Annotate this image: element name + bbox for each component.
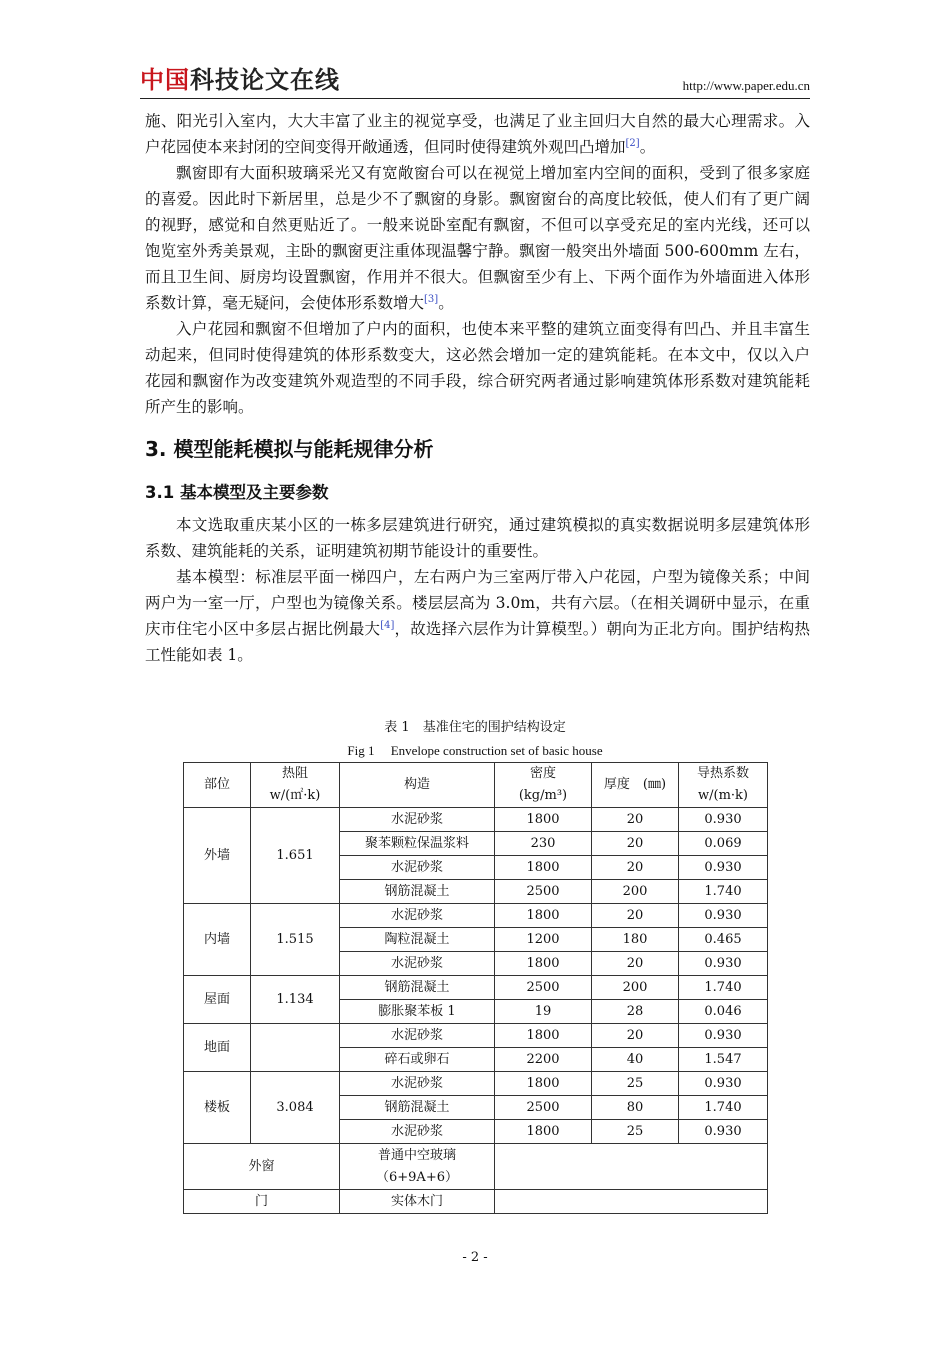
cell-density: 1800: [495, 808, 592, 832]
header-density: 密度 (kg/m³): [495, 763, 592, 808]
cell-part: 内墙: [184, 904, 251, 976]
cell-construction: 钢筋混凝土: [340, 880, 495, 904]
subsection-heading-3-1: 3.1 基本模型及主要参数: [145, 483, 329, 502]
cell-thickness: 200: [592, 976, 679, 1000]
paragraph-3: 入户花园和飘窗不但增加了户内的面积，也使本来平整的建筑立面变得有凹凸、并且丰富生动起来，但同时使得建筑的体形系数变大，这必然会增加一定的建筑能耗。在本文中，仅以入户花园和飘窗作为改变建筑外观造型的不同手段，综合研究两者通过影响建筑体形系数对建筑能耗所产生的影响。: [145, 320, 810, 416]
cell-resistance: 1.134: [251, 976, 340, 1024]
cell-construction: 聚苯颗粒保温浆料: [340, 832, 495, 856]
cell-resistance: 3.084: [251, 1072, 340, 1144]
table-row: [184, 808, 768, 832]
cell-construction: 普通中空玻璃 （6+9A+6）: [340, 1144, 495, 1190]
cell-construction: 钢筋混凝土: [340, 976, 495, 1000]
table-row-window: [184, 1144, 768, 1190]
cell-thickness: 20: [592, 832, 679, 856]
cell-thickness: 20: [592, 904, 679, 928]
cell-density: 2500: [495, 1096, 592, 1120]
cell-resistance: 1.651: [251, 808, 340, 904]
cell-density: 1800: [495, 1120, 592, 1144]
cell-resistance: [251, 1024, 340, 1072]
cell-density: 2200: [495, 1048, 592, 1072]
cell-conductivity: 1.547: [679, 1048, 768, 1072]
header-construction: 构造: [340, 763, 495, 808]
cell-conductivity: 0.930: [679, 1024, 768, 1048]
cell-conductivity: 0.930: [679, 1120, 768, 1144]
header-rule: [140, 98, 810, 99]
citation-3[interactable]: [3]: [424, 294, 439, 305]
cell-part: 门: [184, 1190, 340, 1214]
cell-density: 1800: [495, 1024, 592, 1048]
cell-thickness: 20: [592, 808, 679, 832]
cell-construction: 陶粒混凝土: [340, 928, 495, 952]
cell-thickness: 180: [592, 928, 679, 952]
cell-density: 230: [495, 832, 592, 856]
cell-construction: 水泥砂浆: [340, 1024, 495, 1048]
table-row: [184, 904, 768, 928]
cell-part: 楼板: [184, 1072, 251, 1144]
table-row: [184, 976, 768, 1000]
cell-part: 外墙: [184, 808, 251, 904]
cell-thickness: 80: [592, 1096, 679, 1120]
section-heading-3: 3. 模型能耗模拟与能耗规律分析: [145, 437, 434, 461]
cell-part: 外窗: [184, 1144, 340, 1190]
cell-thickness: 20: [592, 856, 679, 880]
table-caption-en: Fig 1 Envelope construction set of basic house: [347, 743, 603, 758]
cell-construction: 水泥砂浆: [340, 952, 495, 976]
page-number: - 2 -: [462, 1250, 488, 1265]
cell-conductivity: 0.069: [679, 832, 768, 856]
cell-density: 1800: [495, 856, 592, 880]
cell-conductivity: 1.740: [679, 1096, 768, 1120]
cell-density: 2500: [495, 976, 592, 1000]
table-row-door: [184, 1190, 768, 1214]
cell-construction: 水泥砂浆: [340, 1120, 495, 1144]
cell-conductivity: 0.930: [679, 1072, 768, 1096]
header-thickness: 厚度 (㎜): [592, 763, 679, 808]
cell-density: 1800: [495, 1072, 592, 1096]
cell-empty: [495, 1144, 768, 1190]
cell-construction: 水泥砂浆: [340, 904, 495, 928]
paragraph-4: 本文选取重庆某小区的一栋多层建筑进行研究，通过建筑模拟的真实数据说明多层建筑体形系数、建筑能耗的关系，证明建筑初期节能设计的重要性。: [145, 516, 810, 560]
cell-thickness: 40: [592, 1048, 679, 1072]
cell-construction: 水泥砂浆: [340, 1072, 495, 1096]
cell-construction: 实体木门: [340, 1190, 495, 1214]
cell-thickness: 28: [592, 1000, 679, 1024]
cell-thickness: 20: [592, 1024, 679, 1048]
cell-construction: 水泥砂浆: [340, 808, 495, 832]
cell-conductivity: 0.930: [679, 952, 768, 976]
cell-conductivity: 0.930: [679, 856, 768, 880]
cell-thickness: 25: [592, 1120, 679, 1144]
cell-density: 2500: [495, 880, 592, 904]
cell-density: 1800: [495, 952, 592, 976]
page-header: [140, 66, 810, 96]
site-logo: 中国科技论文在线: [140, 66, 340, 94]
table-row: [184, 1072, 768, 1096]
header-conductivity: 导热系数 w/(m·k): [679, 763, 768, 808]
cell-thickness: 20: [592, 952, 679, 976]
cell-construction: 水泥砂浆: [340, 856, 495, 880]
table-header-row: [184, 763, 768, 808]
cell-thickness: 200: [592, 880, 679, 904]
cell-density: 1200: [495, 928, 592, 952]
table-caption-cn: 表 1 基准住宅的围护结构设定: [384, 720, 566, 735]
cell-conductivity: 0.465: [679, 928, 768, 952]
site-url[interactable]: http://www.paper.edu.cn: [682, 78, 810, 93]
paragraph-5: 基本模型：标准层平面一梯四户，左右两户为三室两厅带入户花园，户型为镜像关系；中间两户为一室一厅，户型也为镜像关系。楼层层高为 3.0m，共有六层。（在相关调研中显示，在重庆市住宅小区中多层占据比例最大[4]，故选择六层作为计算模型。）朝向为正北方向。围护结构热工性能如表 1。: [145, 568, 810, 664]
paragraph-2: 飘窗即有大面积玻璃采光又有宽敞窗台可以在视觉上增加室内空间的面积，受到了很多家庭的喜爱。因此时下新居里，总是少不了飘窗的身影。飘窗窗台的高度比较低，使人们有了更广阔的视野，感觉和自然更贴近了。一般来说卧室配有飘窗，不但可以享受充足的室内光线，还可以饱览室外秀美景观，主卧的飘窗更注重体现温馨宁静。飘窗一般突出外墙面 500-600mm 左右，而且卫生间、厨房均设置飘窗，作用并不很大。但飘窗至少有上、下两个面作为外墙面进入体形系数计算，毫无疑问，会使体形系数增大[3]。: [145, 164, 810, 312]
citation-4[interactable]: [4]: [380, 620, 395, 631]
cell-conductivity: 1.740: [679, 976, 768, 1000]
table-row: [184, 1024, 768, 1048]
header-resistance: 热阻 w/(㎡·k): [251, 763, 340, 808]
citation-2[interactable]: [2]: [625, 138, 640, 149]
cell-conductivity: 0.930: [679, 808, 768, 832]
cell-density: 19: [495, 1000, 592, 1024]
cell-thickness: 25: [592, 1072, 679, 1096]
cell-construction: 碎石或卵石: [340, 1048, 495, 1072]
cell-density: 1800: [495, 904, 592, 928]
cell-construction: 膨胀聚苯板 1: [340, 1000, 495, 1024]
cell-construction: 钢筋混凝土: [340, 1096, 495, 1120]
cell-resistance: 1.515: [251, 904, 340, 976]
paragraph-1: 施、阳光引入室内，大大丰富了业主的视觉享受，也满足了业主回归大自然的最大心理需求。入户花园使本来封闭的空间变得开敞通透，但同时使得建筑外观凹凸增加[2]。: [145, 112, 810, 156]
cell-part: 屋面: [184, 976, 251, 1024]
header-part: 部位: [184, 763, 251, 808]
article-body: [145, 108, 810, 668]
cell-conductivity: 1.740: [679, 880, 768, 904]
envelope-table: [183, 762, 768, 1214]
cell-conductivity: 0.930: [679, 904, 768, 928]
cell-part: 地面: [184, 1024, 251, 1072]
cell-conductivity: 0.046: [679, 1000, 768, 1024]
cell-empty: [495, 1190, 768, 1214]
